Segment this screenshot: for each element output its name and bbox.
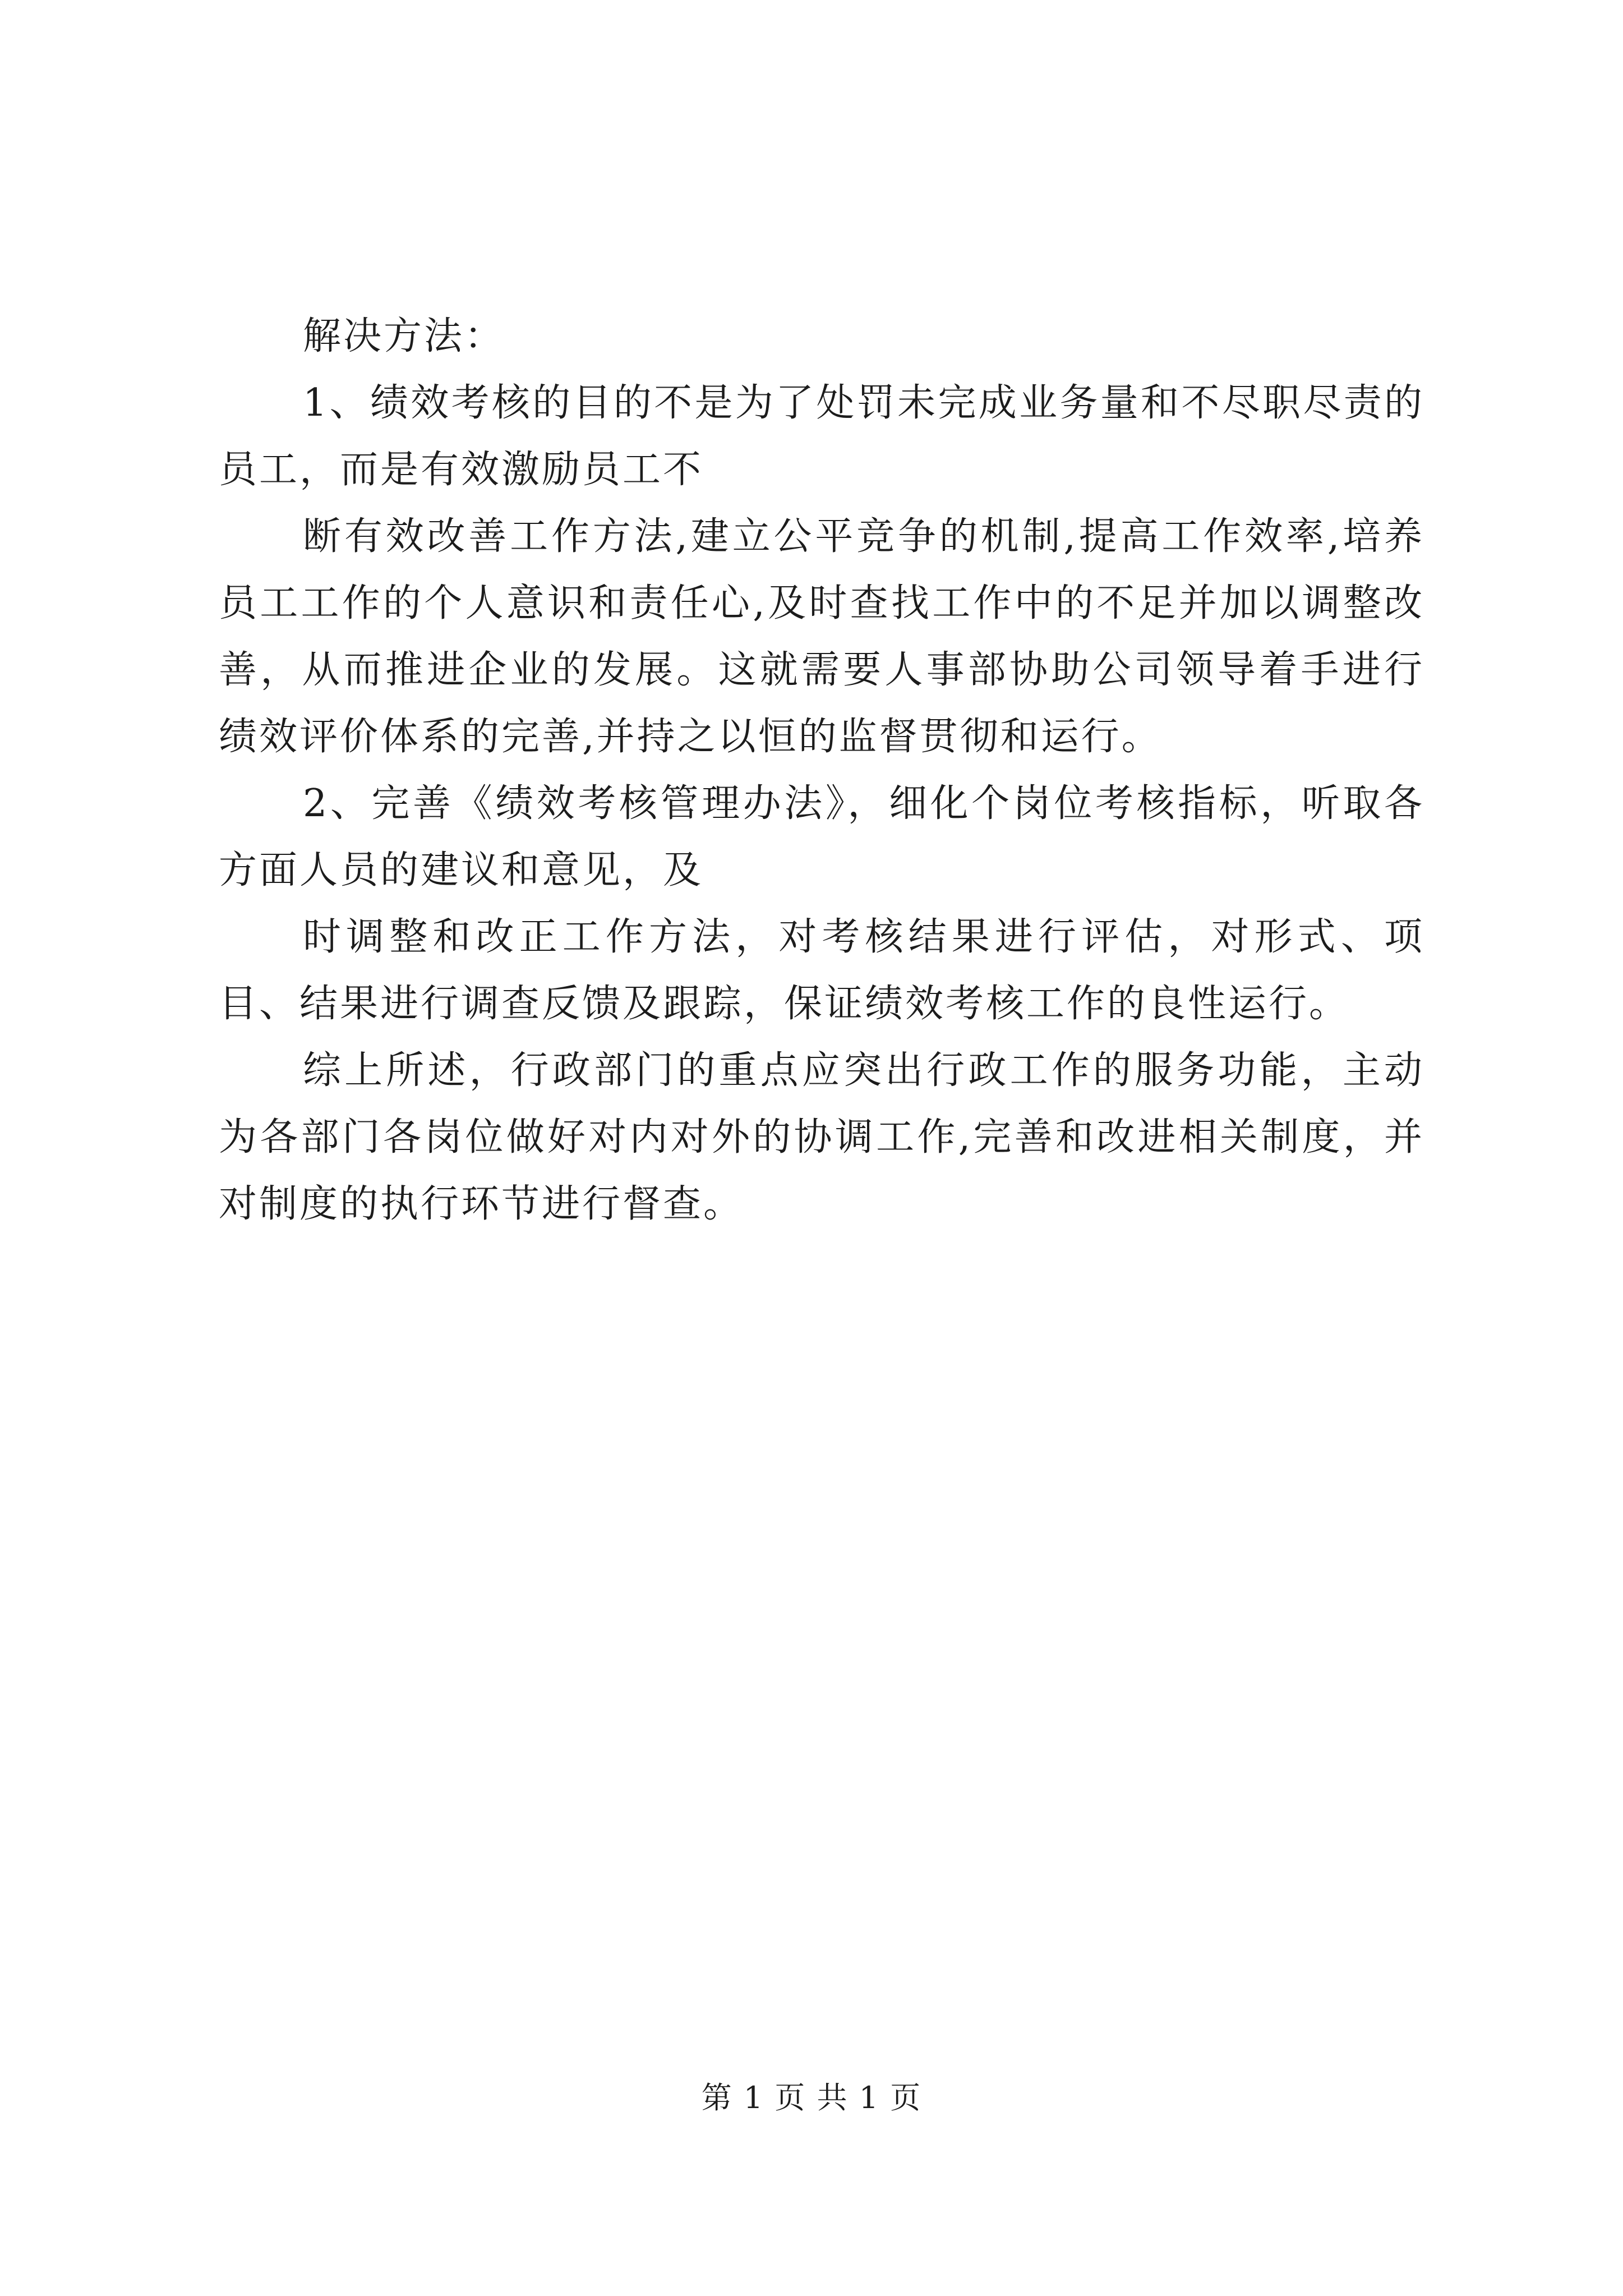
- paragraph-item-2-continued: 时调整和改正工作方法，对考核结果进行评估，对形式、项目、结果进行调查反馈及跟踪，保证绩效考核工作的良性运行。: [219, 915, 1424, 1026]
- paragraph-item-2: 2、完善《绩效考核管理办法》，细化个岗位考核指标，听取各方面人员的建议和意见，及: [219, 781, 1424, 892]
- paragraph-item-1: 1、绩效考核的目的不是为了处罚未完成业务量和不尽职尽责的员工，而是有效激励员工不: [219, 381, 1424, 492]
- paragraph-item-1-continued: 断有效改善工作方法,建立公平竞争的机制,提高工作效率,培养员工工作的个人意识和责任心,及时查找工作中的不足并加以调整改善，从而推进企业的发展。这就需要人事部协助公司领导着手进行绩效评价体系的完善,并持之以恒的监督贯彻和运行。: [219, 514, 1424, 759]
- paragraph-solution-heading: 解决方法：: [303, 314, 505, 358]
- paragraph-conclusion: 综上所述，行政部门的重点应突出行政工作的服务功能，主动为各部门各岗位做好对内对外的协调工作,完善和改进相关制度，并对制度的执行环节进行督查。: [219, 1048, 1424, 1226]
- page-number-footer: 第 1 页 共 1 页: [701, 2080, 922, 2115]
- document-body: [219, 303, 1424, 1237]
